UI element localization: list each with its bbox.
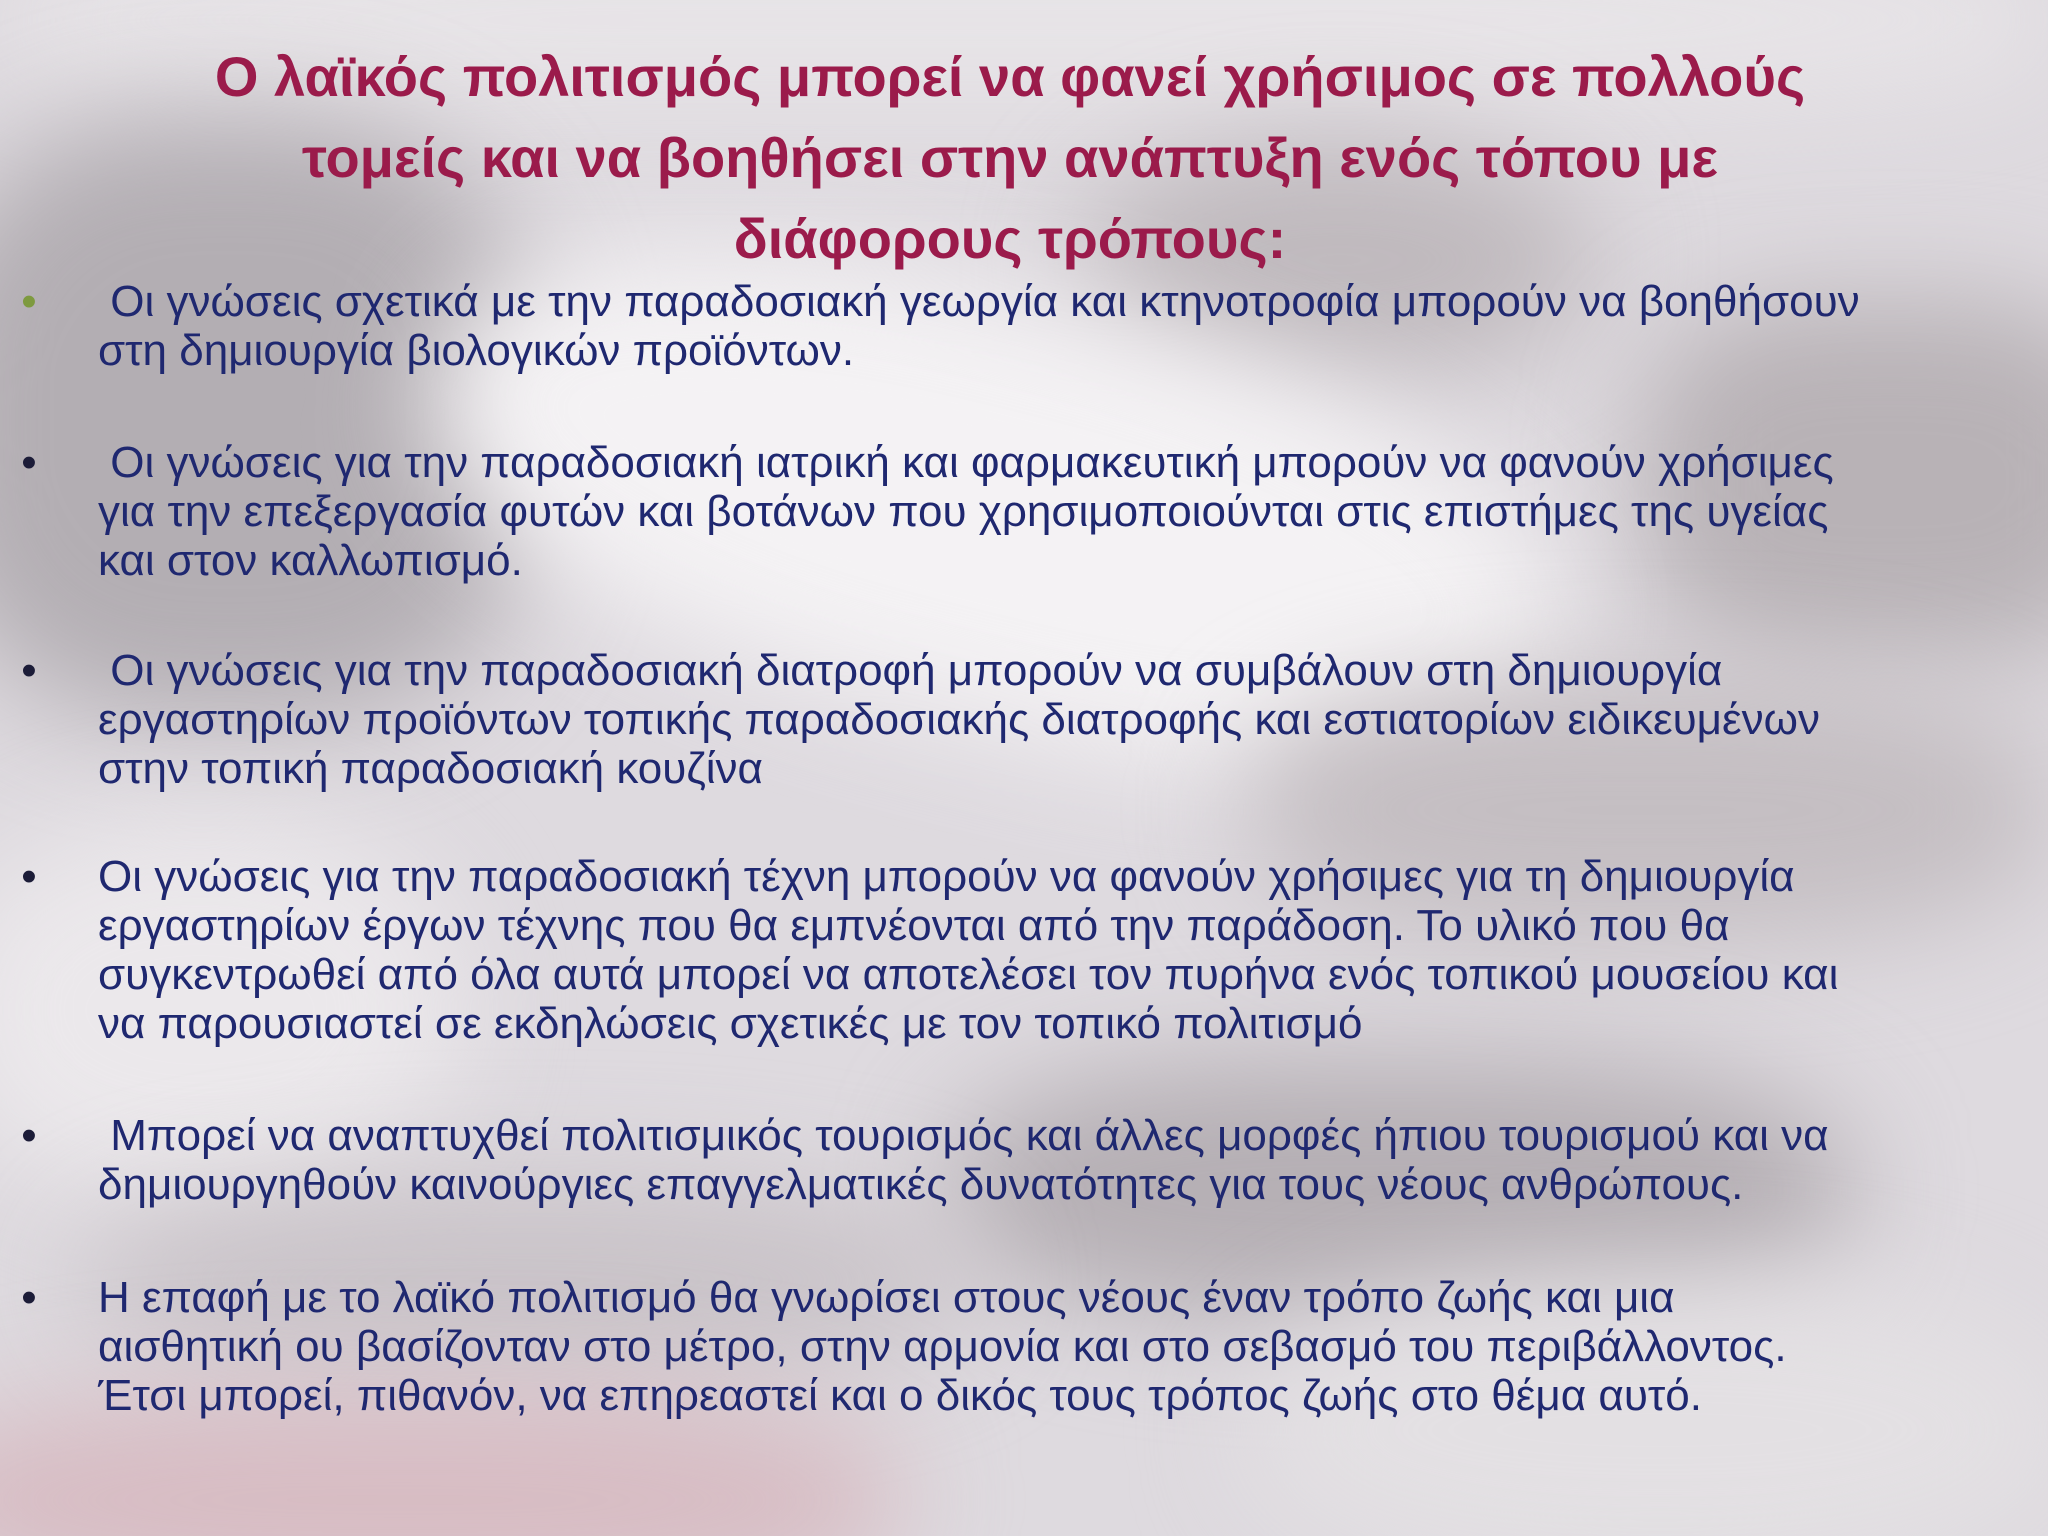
- bullet-marker: •: [21, 1111, 37, 1160]
- bullet-text-line: Οι γνώσεις για την παραδοσιακή ιατρική και φαρμακευτική μπορούν να φανούν χρήσιμες: [98, 438, 1834, 487]
- bullet-text-line: στην τοπική παραδοσιακή κουζίνα: [98, 744, 763, 793]
- bullet-text-line: Μπορεί να αναπτυχθεί πολιτισμικός τουρισμός και άλλες μορφές ήπιου τουρισμού και να: [98, 1111, 1829, 1160]
- bullet-text: [98, 646, 1820, 793]
- bullet-text-line: δημιουργηθούν καινούργιες επαγγελματικές δυνατότητες για τους νέους ανθρώπους.: [98, 1160, 1744, 1209]
- bullet-text: [98, 438, 1834, 585]
- title-line: διάφορους τρόπους:: [733, 207, 1287, 270]
- bullet-text-line: εργαστηρίων έργων τέχνης που θα εμπνέονται από την παράδοση. Το υλικό που θα: [98, 901, 1730, 950]
- bullet-text-line: στη δημιουργία βιολογικών προϊόντων.: [98, 326, 855, 375]
- bullet-text-line: Οι γνώσεις για την παραδοσιακή τέχνη μπορούν να φανούν χρήσιμες για τη δημιουργία: [98, 852, 1795, 901]
- bullet-text-line: αισθητική ου βασίζονταν στο μέτρο, στην αρμονία και στο σεβασμό του περιβάλλοντος.: [98, 1322, 1787, 1371]
- bullet-text-line: Οι γνώσεις σχετικά με την παραδοσιακή γεωργία και κτηνοτροφία μπορούν να βοηθήσουν: [98, 277, 1860, 326]
- bullet-text: [98, 277, 1860, 375]
- bullet-marker: •: [21, 852, 37, 901]
- bullet-text-line: και στον καλλωπισμό.: [98, 536, 523, 585]
- bullet-text: [98, 1273, 1787, 1420]
- bullet-marker: •: [21, 277, 37, 326]
- bullet-text-line: Οι γνώσεις για την παραδοσιακή διατροφή μπορούν να συμβάλουν στη δημιουργία: [98, 646, 1723, 695]
- bullet-text-line: συγκεντρωθεί από όλα αυτά μπορεί να αποτελέσει τον πυρήνα ενός τοπικού μουσείου και: [98, 950, 1839, 999]
- bullet-text-line: Η επαφή με το λαϊκό πολιτισμό θα γνωρίσει στους νέους έναν τρόπο ζωής και μια: [98, 1273, 1675, 1322]
- bullet-marker: •: [21, 646, 37, 695]
- title-line: τομείς και να βοηθήσει στην ανάπτυξη ενός τόπου με: [302, 126, 1718, 189]
- bullet-marker: •: [21, 438, 37, 487]
- bullet-text: [98, 1111, 1829, 1209]
- bullet-text-line: για την επεξεργασία φυτών και βοτάνων που χρησιμοποιούνται στις επιστήμες της υγείας: [98, 487, 1829, 536]
- title-line: Ο λαϊκός πολιτισμός μπορεί να φανεί χρήσιμος σε πολλούς: [214, 45, 1806, 108]
- bullet-text-line: εργαστηρίων προϊόντων τοπικής παραδοσιακής διατροφής και εστιατορίων ειδικευμένων: [98, 695, 1820, 744]
- bullet-text-line: να παρουσιαστεί σε εκδηλώσεις σχετικές με τον τοπικό πολιτισμό: [98, 999, 1363, 1048]
- bullet-text-line: Έτσι μπορεί, πιθανόν, να επηρεαστεί και ο δικός τους τρόπος ζωής στο θέμα αυτό.: [98, 1371, 1702, 1420]
- bullet-text: [98, 852, 1838, 1048]
- bullet-marker: •: [21, 1273, 37, 1322]
